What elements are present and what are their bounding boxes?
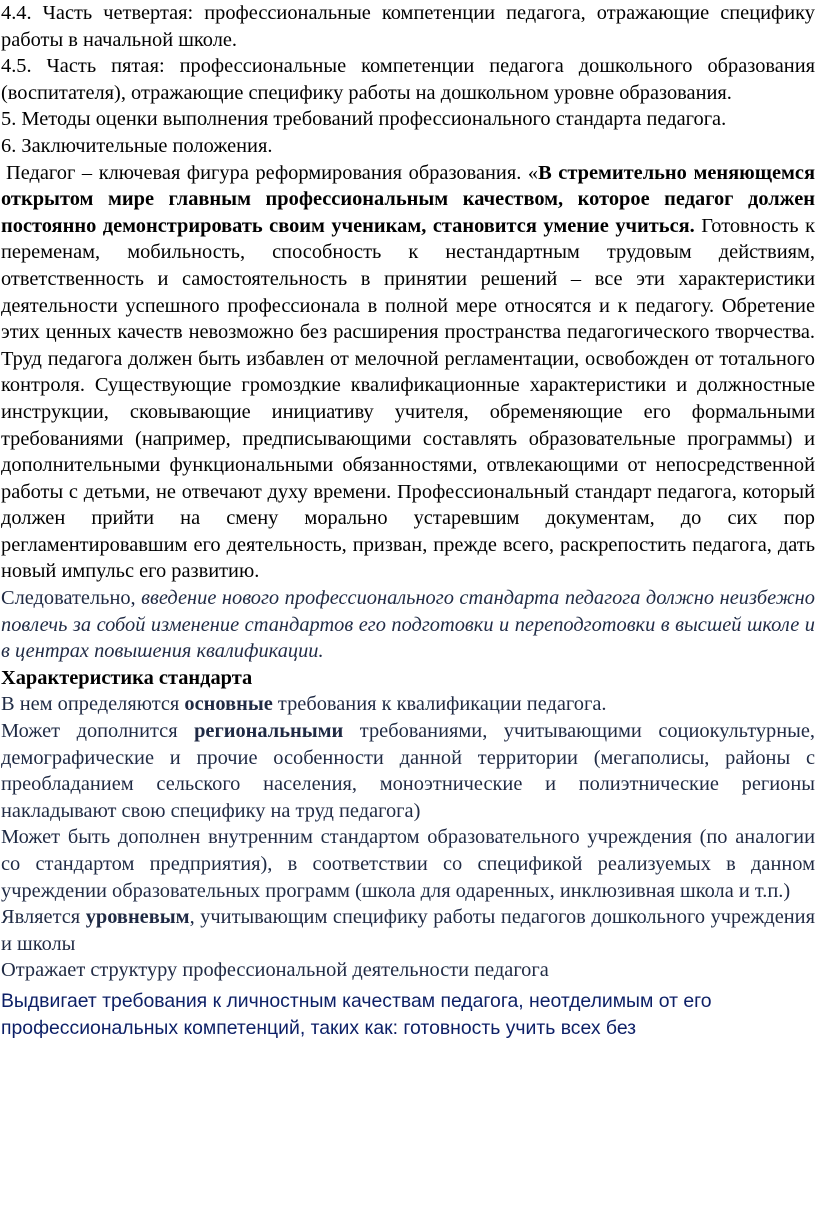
section-p3: Может быть дополнен внутренним стандартом образовательного учреждения (по аналогии со стандартом предприятия), в соответствии со спецификой реализуемых в данном учреждении образовательных программ (школа для одаренных, инклюзивная школа и т.п.) bbox=[1, 826, 815, 902]
intro-lead: Педагог – ключевая фигура реформирования образования. « bbox=[6, 161, 539, 184]
section-p1-before: В нем определяются bbox=[1, 693, 185, 716]
section-p6: Выдвигает требования к личностным качествам педагога, неотделимым от его профессиональных компетенций, таких как: готовность учить всех без bbox=[1, 989, 712, 1039]
section-p2 bbox=[1, 718, 815, 824]
intro-bold-quote: В стремительно меняющемся открытом мире главным профессиональным качеством, которое педагог должен постоянно демонстрировать своим ученикам, становится умение учиться. bbox=[1, 161, 815, 237]
section-p4 bbox=[1, 904, 815, 957]
intro-body: Готовность к переменам, мобильность, способность к нестандартным трудовым действиям, ответственность и самостоятельность в принятии решений – все эти характеристики деятельности успешного профессионала в полной мере относятся и к педагогу. Обретение этих ценных качеств невозможно без расширения пространства педагогического творчества. Труд педагога должен быть избавлен от мелочной регламентации, освобожден от тотального контроля. Существующие громоздкие квалификационные характеристики и должностные инструкции, сковывающие инициативу учителя, обременяющие его формальными требованиями (например, предписывающими составлять образовательные программы) и дополнительными функциональными обязанностями, отвлекающими от непосредственной работы с детьми, не отвечают духу времени. Профессиональный стандарт педагога, который должен прийти на смену морально устаревшим документам, до сих пор регламентировавшим его деятельность, призван, прежде всего, раскрепостить педагога, дать новый импульс его развитию. bbox=[1, 214, 815, 583]
section-p2-before: Может дополнится bbox=[1, 720, 195, 743]
section-p2-after: требованиями, учитывающими социокультурные, демографические и прочие особенности данной территории (мегаполисы, районы с преобладанием сельского населения, моноэтнические и полиэтнические регионы накладывают свою специфику на труд педагога) bbox=[1, 720, 815, 822]
conclusion-paragraph bbox=[1, 585, 815, 665]
section-p1 bbox=[1, 691, 815, 718]
section-p1-bold: основные bbox=[184, 693, 273, 716]
section-p2-bold: региональными bbox=[194, 720, 344, 743]
toc-item-6: 6. Заключительные положения. bbox=[1, 134, 273, 157]
conclusion-lead: Следовательно, bbox=[1, 587, 142, 610]
toc-item-4-5: 4.5. Часть пятая: профессиональные компетенции педагога дошкольного образования (воспитателя), отражающие специфику работы на дошкольном уровне образования. bbox=[1, 55, 815, 104]
conclusion-italic: введение нового профессионального стандарта педагога должно неизбежно повлечь за собой изменение стандартов его подготовки и переподготовки в высшей школе и в центрах повышения квалификации. bbox=[1, 587, 815, 663]
toc-item-5: 5. Методы оценки выполнения требований профессионального стандарта педагога. bbox=[1, 108, 727, 131]
section-p4-bold: уровневым bbox=[85, 906, 190, 929]
toc-item-4-4: 4.4. Часть четвертая: профессиональные компетенции педагога, отражающие специфику работы в начальной школе. bbox=[1, 2, 815, 51]
intro-paragraph bbox=[1, 160, 815, 586]
section-p1-after: требования к квалификации педагога. bbox=[272, 693, 607, 716]
section-heading: Характеристика стандарта bbox=[1, 666, 253, 689]
section-p4-before: Является bbox=[1, 906, 86, 929]
section-p5: Отражает структуру профессиональной деятельности педагога bbox=[1, 959, 549, 982]
section-p4-after: , учитывающим специфику работы педагогов дошкольного учреждения и школы bbox=[1, 906, 815, 955]
